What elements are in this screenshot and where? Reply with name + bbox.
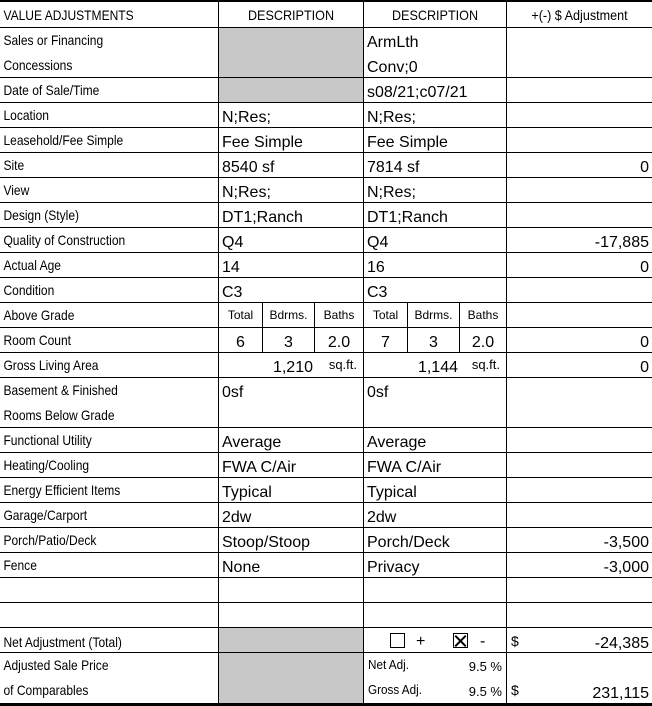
date-of-sale-label: Date of Sale/Time [3,82,100,98]
sales-type-value[interactable]: ArmLth [367,34,419,51]
comp-functional-value[interactable]: Average [367,434,427,451]
comp-bdrms-header: Bdrms. [408,303,460,327]
comp-gla-value[interactable]: 1,144 [417,359,458,376]
subject-bdrms-header: Bdrms. [263,303,315,327]
gross-adj-label: Gross Adj. [368,682,422,697]
net-adjustment-label: Net Adjustment (Total) [3,634,122,650]
date-of-sale-value[interactable]: s08/21;c07/21 [367,84,468,101]
subject-baths[interactable]: 2.0 [327,334,351,351]
view-row [0,178,652,203]
shaded-cell [219,53,364,77]
minus-checkbox[interactable] [453,633,468,648]
gla-adjustment[interactable]: 0 [640,359,649,376]
value-adjustments-header: VALUE ADJUSTMENTS [3,7,134,23]
comp-site-value[interactable]: 7814 sf [367,159,420,176]
comp-quality-value[interactable]: Q4 [367,234,389,251]
plus-checkbox[interactable] [390,633,405,648]
design-row [0,203,652,228]
net-adj-label: Net Adj. [368,657,409,672]
age-row [0,253,652,278]
subject-baths-header: Baths [323,308,355,322]
comp-baths-header: Baths [467,308,499,322]
financing-value[interactable]: Conv;0 [367,59,418,76]
sales-financing-row-1 [0,28,652,53]
adjustment-header: +(-) $ Adjustment [531,7,628,23]
empty-row [0,578,652,603]
comp-view-value[interactable]: N;Res; [367,184,416,201]
sales-financing-row-2 [0,53,652,78]
porch-label: Porch/Patio/Deck [3,532,97,548]
of-comparables-label: of Comparables [3,682,89,698]
shaded-cell [219,28,364,53]
room-count-label: Room Count [3,332,72,348]
porch-row [0,528,652,553]
net-adjustment-row [0,628,652,653]
subject-energy-value[interactable]: Typical [222,484,272,501]
net-adj-percent[interactable]: 9.5 % [468,659,502,674]
location-label: Location [3,107,49,123]
comp-total-rooms[interactable]: 7 [364,328,408,352]
subject-view-value[interactable]: N;Res; [222,184,271,201]
comp-energy-value[interactable]: Typical [367,484,417,501]
shaded-cell [219,628,364,652]
subject-bedrooms[interactable]: 3 [263,328,315,352]
room-count-row [0,328,652,353]
comp-description-header: DESCRIPTION [391,7,479,23]
fence-row [0,553,652,578]
garage-label: Garage/Carport [3,507,88,523]
gla-row [0,353,652,378]
gross-adj-percent[interactable]: 9.5 % [468,684,502,699]
concessions-label: Concessions [3,57,73,73]
subject-location-value[interactable]: N;Res; [222,109,271,126]
site-adjustment[interactable]: 0 [640,159,649,176]
comp-total-header: Total [364,303,408,327]
garage-row [0,503,652,528]
basement-row-1 [0,378,652,403]
fence-label: Fence [3,557,37,573]
subject-quality-value[interactable]: Q4 [222,234,244,251]
subject-site-value[interactable]: 8540 sf [222,159,275,176]
subject-fence-value[interactable]: None [222,559,261,576]
subject-description-header: DESCRIPTION [247,7,335,23]
date-of-sale-row [0,78,652,103]
comp-leasehold-value[interactable]: Fee Simple [367,134,448,151]
empty-row [0,603,652,628]
shaded-cell [219,78,364,102]
adjusted-price-row-2 [0,678,652,703]
minus-label: - [480,633,486,650]
comp-age-value[interactable]: 16 [367,259,385,276]
basement-row-2 [0,403,652,428]
comp-condition-value[interactable]: C3 [367,284,388,301]
comp-garage-value[interactable]: 2dw [367,509,397,526]
subject-porch-value[interactable]: Stoop/Stoop [222,534,311,551]
subject-age-value[interactable]: 14 [222,259,240,276]
quality-adjustment[interactable]: -17,885 [594,234,649,251]
net-adjustment-amount[interactable]: -24,385 [594,635,649,652]
subject-heating-value[interactable]: FWA C/Air [222,459,297,476]
adjusted-sale-price-label: Adjusted Sale Price [3,657,109,673]
comp-fence-value[interactable]: Privacy [367,559,420,576]
age-label: Actual Age [3,257,62,273]
header-row [0,0,652,28]
room-count-adjustment[interactable]: 0 [640,334,649,351]
comp-design-value[interactable]: DT1;Ranch [367,209,448,226]
subject-functional-value[interactable]: Average [222,434,282,451]
comp-basement-value[interactable]: 0sf [367,384,389,401]
energy-label: Energy Efficient Items [3,482,121,498]
condition-row [0,278,652,303]
subject-total-rooms[interactable]: 6 [219,328,263,352]
above-grade-label: Above Grade [3,307,75,323]
shaded-cell [219,653,364,678]
shaded-cell [219,678,364,703]
condition-label: Condition [3,282,55,298]
currency-symbol: $ [511,682,519,698]
age-adjustment[interactable]: 0 [640,259,649,276]
heating-row [0,453,652,478]
basement-label: Basement & Finished [3,382,118,398]
leasehold-label: Leasehold/Fee Simple [3,132,124,148]
porch-adjustment[interactable]: -3,500 [603,534,649,551]
site-label: Site [3,157,25,173]
above-grade-row [0,303,652,328]
plus-label: + [416,633,426,650]
currency-symbol: $ [511,633,519,649]
fence-adjustment[interactable]: -3,000 [603,559,649,576]
energy-row [0,478,652,503]
comp-bedrooms[interactable]: 3 [408,328,460,352]
subject-leasehold-value[interactable]: Fee Simple [222,134,303,151]
leasehold-row [0,128,652,153]
subject-design-value[interactable]: DT1;Ranch [222,209,303,226]
subject-total-header: Total [219,303,263,327]
adjusted-price-row-1 [0,653,652,678]
subject-basement-value[interactable]: 0sf [222,384,244,401]
comp-baths[interactable]: 2.0 [471,334,495,351]
functional-row [0,428,652,453]
subject-garage-value[interactable]: 2dw [222,509,252,526]
comp-gla-unit: sq.ft. [471,357,500,372]
comp-heating-value[interactable]: FWA C/Air [367,459,442,476]
comp-porch-value[interactable]: Porch/Deck [367,534,450,551]
gla-label: Gross Living Area [3,357,99,373]
quality-row [0,228,652,253]
subject-gla-unit: sq.ft. [328,357,357,372]
subject-gla-value[interactable]: 1,210 [272,359,313,376]
functional-label: Functional Utility [3,432,92,448]
design-label: Design (Style) [3,207,80,223]
heating-label: Heating/Cooling [3,457,90,473]
location-row [0,103,652,128]
adjusted-sale-price-amount[interactable]: 231,115 [592,685,649,702]
site-row [0,153,652,178]
sales-financing-label: Sales or Financing [3,32,104,48]
quality-label: Quality of Construction [3,232,126,248]
view-label: View [3,182,30,198]
subject-condition-value[interactable]: C3 [222,284,243,301]
comp-location-value[interactable]: N;Res; [367,109,416,126]
rooms-below-grade-label: Rooms Below Grade [3,407,115,423]
